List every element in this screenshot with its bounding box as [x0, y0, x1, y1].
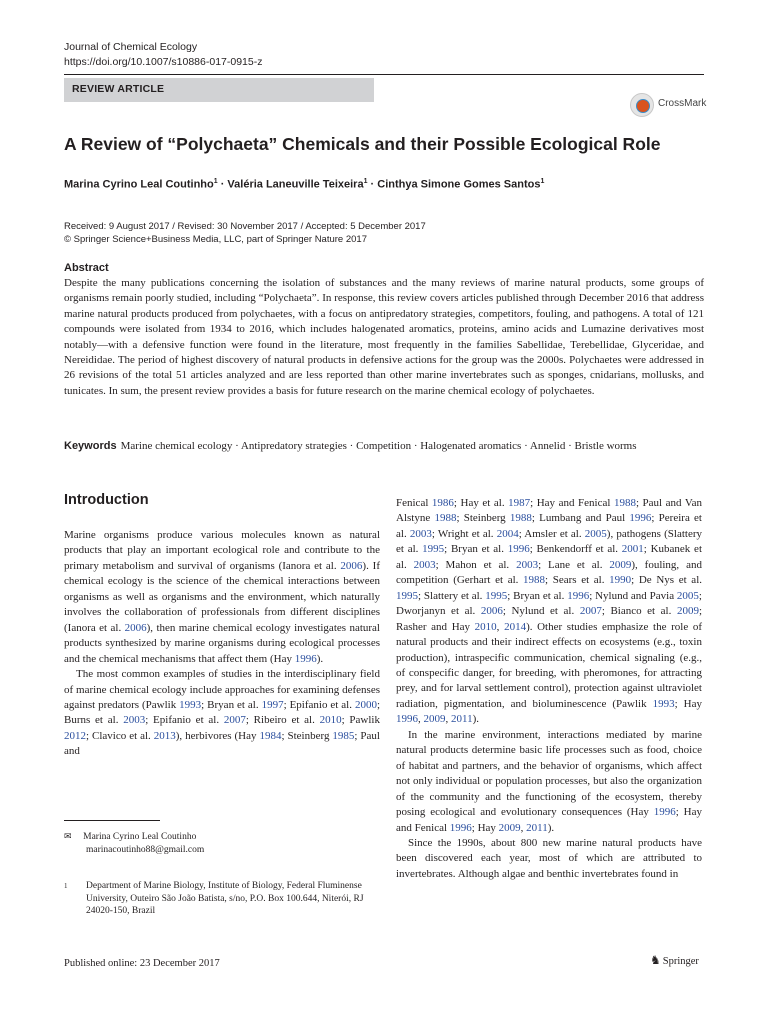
- paragraph-text: ; Hay and Fenical: [396, 806, 702, 834]
- paragraph-text: ; Paul and Van Alstyne: [396, 497, 702, 525]
- paragraph-text: ; Benkendorff et al.: [529, 543, 622, 556]
- paragraph-text: ; Slattery et al.: [418, 589, 486, 602]
- citation-link[interactable]: 1988: [434, 512, 457, 525]
- paragraph-text: ; Hay et al.: [453, 497, 509, 509]
- citation-link[interactable]: 2014: [504, 620, 527, 633]
- paragraph-text: Marine organisms produce various molecules known as natural products that play an important ecological role and contribute to the primary metabolism and survival of organisms (Ianora et al.: [64, 529, 380, 572]
- paragraph-text: ).: [547, 821, 555, 834]
- paragraph-text: ; Steinberg: [456, 512, 510, 525]
- intro-paragraph: [396, 496, 702, 728]
- paragraph-text: ; Mahon et al.: [435, 558, 517, 571]
- paragraph-text: ; Pawlik: [341, 714, 380, 727]
- paragraph-text: ; Epifanio et al.: [283, 698, 355, 711]
- paragraph-text: ; Pereira et al.: [396, 512, 702, 540]
- citation-link[interactable]: 2009: [423, 713, 446, 726]
- citation-link[interactable]: 2006: [124, 621, 147, 634]
- copyright-line: [64, 233, 426, 246]
- citation-link[interactable]: 1996: [449, 821, 472, 834]
- citation-link[interactable]: 2005: [584, 527, 607, 540]
- citation-link[interactable]: 2001: [621, 543, 644, 556]
- envelope-icon: ✉: [64, 831, 72, 841]
- citation-link[interactable]: 2011: [451, 713, 473, 726]
- paragraph-text: ; Sears et al.: [545, 574, 610, 587]
- published-date: Published online: 23 December 2017: [64, 958, 220, 969]
- citation-link[interactable]: 2010: [319, 714, 342, 727]
- paragraph-text: ; Bryan et al.: [444, 543, 508, 556]
- citation-link[interactable]: 2009: [498, 821, 521, 834]
- citation-link[interactable]: 2004: [496, 527, 519, 540]
- citation-link[interactable]: 1984: [259, 729, 282, 742]
- copyright-icon: ©: [64, 234, 71, 245]
- citation-link[interactable]: 1988: [613, 497, 636, 509]
- author-list: [64, 178, 544, 191]
- citation-link[interactable]: 1996: [567, 589, 590, 602]
- paragraph-text: In the marine environment, interactions mediated by marine natural products determine basic life processes such as food, choice of habitat and partners, and the behavior of organisms, which affect not only individual or population processes, but also the organization of the community and the functioning of the ecosystem, thereby posing ecological and evolutionary consequences (Hay: [396, 728, 702, 819]
- affiliation-number: 1: [64, 882, 68, 890]
- journal-header: [64, 40, 262, 70]
- citation-link[interactable]: 2009: [676, 605, 699, 618]
- article-title: A Review of “Polychaeta” Chemicals and their Possible Ecological Role: [64, 134, 661, 154]
- citation-link[interactable]: 1993: [652, 697, 675, 710]
- citation-link[interactable]: 2003: [516, 558, 539, 571]
- paragraph-text: ; Bryan et al.: [507, 589, 568, 602]
- citation-link[interactable]: 1995: [485, 589, 508, 602]
- citation-link[interactable]: 2009: [609, 558, 632, 571]
- citation-link[interactable]: 1995: [422, 543, 445, 556]
- paragraph-text: ; Rasher and Hay: [396, 605, 702, 633]
- author-affiliation-mark: 1: [213, 178, 218, 185]
- citation-link[interactable]: 2000: [354, 698, 377, 711]
- paragraph-text: ,: [520, 821, 527, 834]
- paragraph-text: ; Bianco et al.: [601, 605, 677, 618]
- springer-horse-icon: ♞: [650, 953, 661, 967]
- citation-link[interactable]: 2006: [340, 559, 363, 572]
- citation-link[interactable]: 1996: [294, 652, 317, 665]
- keywords-line: [64, 440, 637, 452]
- author-affiliation-mark: 1: [540, 178, 545, 185]
- citation-link[interactable]: 2003: [123, 714, 146, 727]
- keywords-text: Marine chemical ecology · Antipredatory strategies · Competition · Halogenated aromatics · Annelid · Bristle worms: [120, 440, 637, 452]
- paragraph-text: ; Paul and: [64, 729, 380, 758]
- citation-link[interactable]: 2011: [526, 821, 548, 834]
- abstract-text: Despite the many publications concerning the isolation of substances and the many reviews of marine natural products, some groups of organisms remain poorly studied, including “Polychaeta”. In response, this review covers articles published through December 2016 that address marine natural products produced from polychaetes, with a focus on antipredatory strategies, competitors, fouling, and pathogens. A total of 121 compounds were isolated from 1934 to 2016, which includes halogenated aromatics, proteins, amino acids and Lumazine derivatives most notably—with a defensive function were found in the literature, most frequently in the families Sabellidae, Terebellidae, Glyceridae, and Nereididae. The period of highest discovery of natural products in defensive actions for the group was the 2000s. Polychaetes were addressed in 26 revisions of the total 51 articles analyzed and are less reported than other marine invertebrates such as sponges, cnidarians, mollusks, and tunicates. In sum, the present review provides a basis for future research on the marine chemical ecology of polychaetes.: [64, 277, 704, 397]
- contact-name: Marina Cyrino Leal Coutinho: [83, 832, 197, 842]
- paragraph-text: ), herbivores (Hay: [175, 729, 260, 742]
- article-type-banner: [64, 78, 374, 102]
- article-type-label: REVIEW ARTICLE: [72, 83, 165, 95]
- paragraph-text: Fenical: [396, 497, 432, 509]
- paragraph-text: ; Burns et al.: [64, 698, 380, 727]
- header-rule: [64, 74, 704, 75]
- introduction-column-left: [64, 528, 380, 760]
- paragraph-text: ; Amsler et al.: [518, 527, 585, 540]
- citation-link[interactable]: 1996: [653, 806, 676, 819]
- abstract-heading: Abstract: [64, 262, 109, 274]
- intro-paragraph: [64, 528, 380, 667]
- keywords-label: Keywords: [64, 440, 117, 452]
- citation-link[interactable]: 2012: [64, 729, 86, 742]
- history-dates: Received: 9 August 2017 / Revised: 30 November 2017 / Accepted: 5 December 2017: [64, 221, 426, 232]
- citation-link[interactable]: 2013: [153, 729, 176, 742]
- corresponding-author-note: [64, 830, 204, 857]
- publisher-name: Springer: [662, 956, 699, 967]
- citation-link[interactable]: 1995: [396, 589, 418, 602]
- publisher-logo[interactable]: [650, 953, 699, 968]
- intro-paragraph: [64, 667, 380, 760]
- citation-link[interactable]: 1996: [396, 713, 418, 726]
- citation-link[interactable]: 2003: [409, 527, 432, 540]
- paragraph-text: Since the 1990s, about 800 new marine natural products have been discovered each year, most of which are attributed to invertebrates. Although algae and benthic invertebrates found in: [396, 836, 702, 880]
- citation-link[interactable]: 2007: [579, 605, 602, 618]
- citation-link[interactable]: 1996: [507, 543, 530, 556]
- author-affiliation-mark: 1: [363, 178, 368, 185]
- citation-link[interactable]: 1986: [431, 497, 454, 509]
- citation-link[interactable]: 1985: [332, 729, 355, 742]
- paragraph-text: The most common examples of studies in the interdisciplinary field of marine chemical ecology include approaches for examining defenses against predators (Pawlik: [64, 668, 380, 711]
- author-name[interactable]: Cinthya Simone Gomes Santos: [377, 178, 541, 191]
- citation-link[interactable]: 2005: [676, 589, 699, 602]
- paragraph-text: ; Hay: [471, 821, 499, 834]
- article-doi[interactable]: https://doi.org/10.1007/s10886-017-0915-z: [64, 56, 263, 68]
- paragraph-text: ), fouling, and competition (Gerhart et al.: [396, 558, 702, 587]
- affiliation-text: Department of Marine Biology, Institute of Biology, Federal Fluminense University, Outeiro São João Batista, s/no, P.O. Box 100.644, Niterói, RJ 24020-150, Brazil: [86, 881, 364, 916]
- paragraph-text: ; Nylund and Pavia: [589, 589, 677, 602]
- author-separator: ·: [217, 178, 228, 191]
- paragraph-text: ,: [418, 713, 424, 726]
- intro-paragraph: [396, 728, 702, 836]
- author-name[interactable]: Valéria Laneuville Teixeira: [227, 178, 364, 191]
- paragraph-text: ).: [472, 713, 480, 726]
- paragraph-text: ; Clavico et al.: [86, 729, 154, 742]
- journal-name: Journal of Chemical Ecology: [64, 41, 198, 53]
- paragraph-text: ), then marine chemical ecology investigates natural products synthesized by marine organisms during ecological processes and the chemical mechanisms that affect them (Hay: [64, 621, 380, 665]
- crossmark-label: CrossMark: [658, 98, 707, 109]
- affiliation-note: [64, 880, 364, 918]
- citation-link[interactable]: 1987: [508, 497, 531, 509]
- paragraph-text: ; Lane et al.: [538, 558, 610, 571]
- crossmark-icon: [630, 93, 654, 117]
- citation-link[interactable]: 1993: [179, 698, 202, 711]
- introduction-column-right: [396, 496, 702, 882]
- paragraph-text: ; Wright et al.: [431, 527, 497, 540]
- paragraph-text: ). Other studies emphasize the role of natural products and their indirect effects on ecosystems (e.g., toxin production), intraspecific communication, chemical signaling (e.g., of conspecific danger, for breeding, with pheromones, for attracting prey, and for larval settlement control), protection against ultraviolet radiation, pigmentation, and bioluminescence (Pawlik: [396, 620, 703, 710]
- citation-link[interactable]: 1990: [609, 574, 632, 587]
- paragraph-text: ; Nylund et al.: [502, 605, 580, 618]
- article-dates: [64, 220, 426, 246]
- paragraph-text: ; Kubanek et al.: [396, 543, 702, 571]
- paragraph-text: ; Dworjanyn et al.: [396, 589, 702, 618]
- paragraph-text: ,: [445, 713, 451, 726]
- citation-link[interactable]: 1988: [509, 512, 532, 525]
- crossmark-badge[interactable]: [630, 92, 708, 118]
- copyright-text: Springer Science+Business Media, LLC, part of Springer Nature 2017: [73, 234, 367, 245]
- citation-link[interactable]: 2006: [480, 605, 503, 618]
- paragraph-text: ).: [316, 652, 324, 665]
- paragraph-text: ; Bryan et al.: [201, 698, 262, 711]
- paragraph-text: ; Hay and Fenical: [530, 497, 614, 509]
- citation-link[interactable]: 1997: [261, 698, 284, 711]
- footnote-rule: [64, 820, 160, 821]
- intro-paragraph: [396, 836, 702, 882]
- citation-link[interactable]: 2003: [413, 558, 436, 571]
- citation-link[interactable]: 2007: [223, 714, 246, 727]
- paragraph-text: ; Epifanio et al.: [145, 714, 224, 727]
- citation-link[interactable]: 1988: [523, 574, 546, 587]
- contact-email[interactable]: marinacoutinho88@gmail.com: [86, 845, 205, 855]
- author-separator: ·: [367, 178, 378, 191]
- author-name[interactable]: Marina Cyrino Leal Coutinho: [64, 178, 214, 191]
- paragraph-text: ; De Nys et al.: [631, 574, 702, 587]
- paragraph-text: ,: [496, 620, 505, 633]
- citation-link[interactable]: 2010: [474, 620, 497, 633]
- paragraph-text: ; Lumbang and Paul: [531, 512, 630, 525]
- citation-link[interactable]: 1996: [629, 512, 652, 525]
- paragraph-text: ; Hay: [674, 697, 702, 710]
- paragraph-text: ), pathogens (Slattery et al.: [396, 527, 702, 556]
- introduction-heading: Introduction: [64, 492, 149, 508]
- paragraph-text: ; Steinberg: [281, 729, 333, 742]
- paragraph-text: ). If chemical ecology is the science of the chemical interactions between organisms as well as organisms and the environment, which naturally involves the collaboration of professionals from different disciplines (Ianora et al.: [64, 559, 380, 634]
- paragraph-text: ; Ribeiro et al.: [245, 714, 320, 727]
